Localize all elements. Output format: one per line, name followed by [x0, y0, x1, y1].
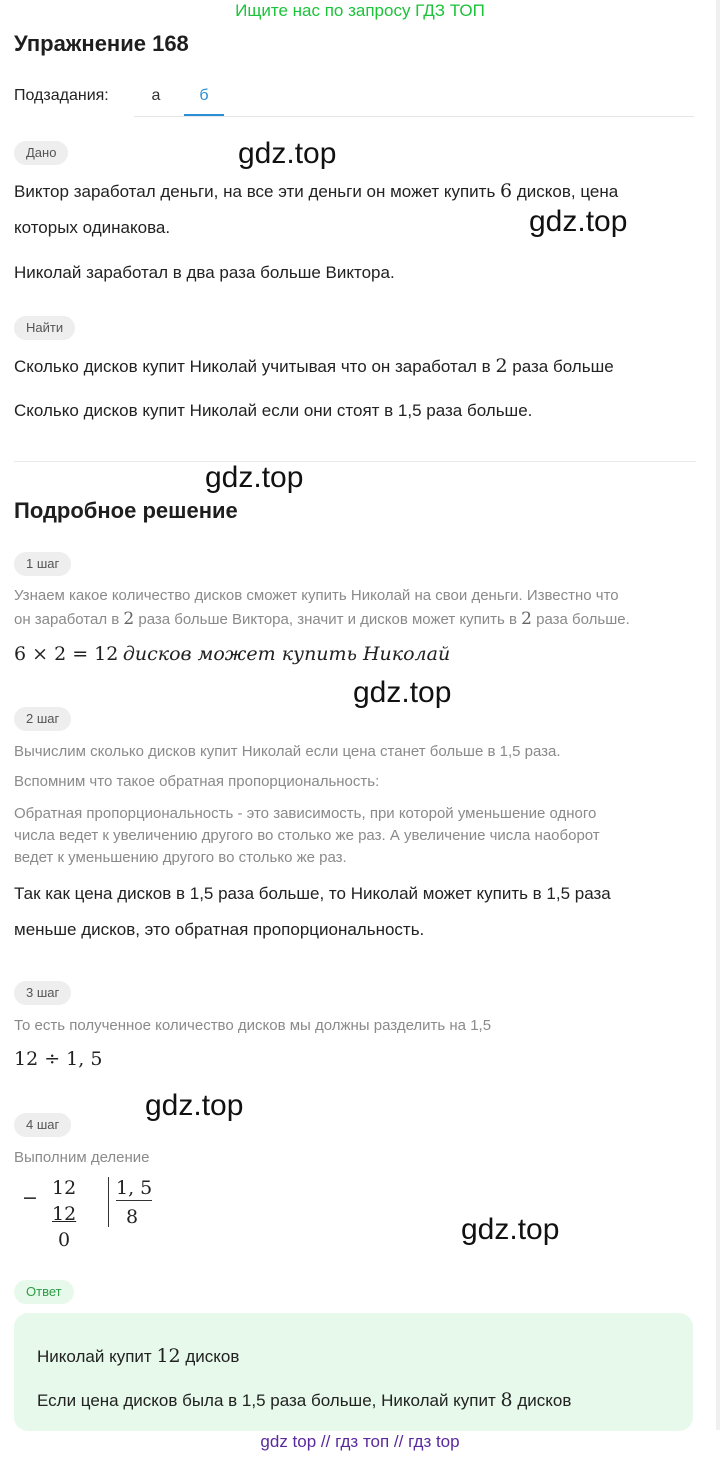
subtabs-divider	[134, 116, 694, 117]
step-1-line-2-a: он заработал в	[14, 611, 120, 628]
division-divisor: 1, 5	[116, 1177, 153, 1199]
step-2-line-3: Обратная пропорциональность - это зависимость, при которой уменьшение одного	[14, 805, 597, 822]
section-divider	[14, 461, 696, 462]
division-remainder: 0	[58, 1229, 71, 1251]
answer-line-1-tail: дисков	[185, 1347, 240, 1366]
find-line-2: Сколько дисков купит Николай если они стоят в 1,5 раза больше.	[14, 401, 533, 420]
given-line-3: Николай заработал в два раза больше Виктора.	[14, 263, 395, 282]
step-2-line-6: Так как цена дисков в 1,5 раза больше, то Николай может купить в 1,5 раза	[14, 884, 611, 903]
division-dividend: 12	[52, 1177, 77, 1199]
answer-line-1	[37, 1345, 239, 1367]
answer-line-1-text: Николай купит	[37, 1347, 152, 1366]
step-2-line-1: Вычислим сколько дисков купит Николай если цена станет больше в 1,5 раза.	[14, 743, 561, 760]
find-badge: Найти	[14, 316, 75, 340]
solution-title: Подробное решение	[14, 498, 238, 523]
given-line-1-number: 6	[500, 180, 513, 202]
watermark: gdz.top	[145, 1089, 244, 1122]
watermark: gdz.top	[205, 461, 304, 494]
step-2-badge: 2 шаг	[14, 707, 71, 731]
footer-links[interactable]: gdz top // гдз топ // гдз top	[260, 1432, 460, 1451]
find-line-1-text: Сколько дисков купит Николай учитывая что он заработал в	[14, 357, 491, 376]
scrollbar[interactable]	[716, 0, 720, 1430]
answer-line-2-text: Если цена дисков была в 1,5 раза больше, Николай купит	[37, 1391, 496, 1410]
answer-line-2-tail: дисков	[517, 1391, 572, 1410]
tab-subtask-b[interactable]: б	[199, 87, 209, 104]
watermark: gdz.top	[529, 205, 628, 238]
division-vertical-bar	[108, 1177, 109, 1227]
step-1-line-1: Узнаем какое количество дисков сможет купить Николай на свои деньги. Известно что	[14, 587, 619, 604]
find-line-1	[14, 348, 704, 385]
find-line-1-number: 2	[495, 355, 508, 377]
step-2-line-4: числа ведет к увеличению другого во столько же раз. А увеличение числа наоборот	[14, 827, 600, 844]
watermark: gdz.top	[353, 676, 452, 709]
step-2-line-7: меньше дисков, это обратная пропорциональность.	[14, 920, 425, 939]
step-1-line-2	[14, 608, 704, 631]
tab-subtask-a[interactable]: а	[151, 87, 161, 104]
step-1-formula-text: дисков может купить Николай	[122, 643, 451, 665]
division-subtrahend: 12	[52, 1203, 77, 1225]
division-quotient: 8	[126, 1206, 139, 1228]
step-3-line-1: То есть полученное количество дисков мы должны разделить на 1,5	[14, 1017, 492, 1034]
step-3-formula: 12 ÷ 1, 5	[14, 1048, 103, 1070]
active-tab-indicator	[184, 114, 224, 116]
given-line-1-tail: дисков, цена	[516, 182, 619, 201]
step-4-badge: 4 шаг	[14, 1113, 71, 1137]
answer-line-2-number: 8	[500, 1389, 513, 1411]
given-line-2: которых одинакова.	[14, 218, 171, 237]
step-2-line-5: ведет к уменьшению другого во столько же раз.	[14, 849, 347, 866]
step-1-number-1: 2	[123, 609, 135, 629]
step-3-badge: 3 шаг	[14, 981, 71, 1005]
answer-line-1-number: 12	[156, 1345, 181, 1367]
step-4-line-1: Выполним деление	[14, 1149, 150, 1166]
step-1-formula	[14, 643, 450, 665]
step-2-line-2: Вспомним что такое обратная пропорциональность:	[14, 773, 380, 790]
given-line-1-text: Виктор заработал деньги, на все эти деньги он может купить	[14, 182, 496, 201]
step-1-line-2-c: раза больше.	[536, 611, 630, 628]
page-title: Упражнение 168	[14, 31, 189, 56]
division-minus: −	[22, 1187, 38, 1209]
step-1-badge: 1 шаг	[14, 552, 71, 576]
subtasks-label: Подзадания:	[14, 87, 109, 104]
answer-line-2	[37, 1389, 571, 1411]
watermark: gdz.top	[461, 1213, 560, 1246]
step-1-number-2: 2	[521, 609, 532, 629]
answer-box	[14, 1313, 693, 1431]
step-1-line-2-b: раза больше Виктора, значит и дисков может купить в	[138, 611, 517, 628]
step-1-formula-numbers: 6 × 2 = 12	[14, 643, 119, 665]
given-badge: Дано	[14, 141, 68, 165]
find-line-1-tail: раза больше	[512, 357, 614, 376]
long-division	[22, 1175, 162, 1255]
watermark: gdz.top	[238, 137, 337, 170]
search-banner: Ищите нас по запросу ГДЗ ТОП	[235, 1, 485, 20]
answer-badge: Ответ	[14, 1280, 74, 1304]
